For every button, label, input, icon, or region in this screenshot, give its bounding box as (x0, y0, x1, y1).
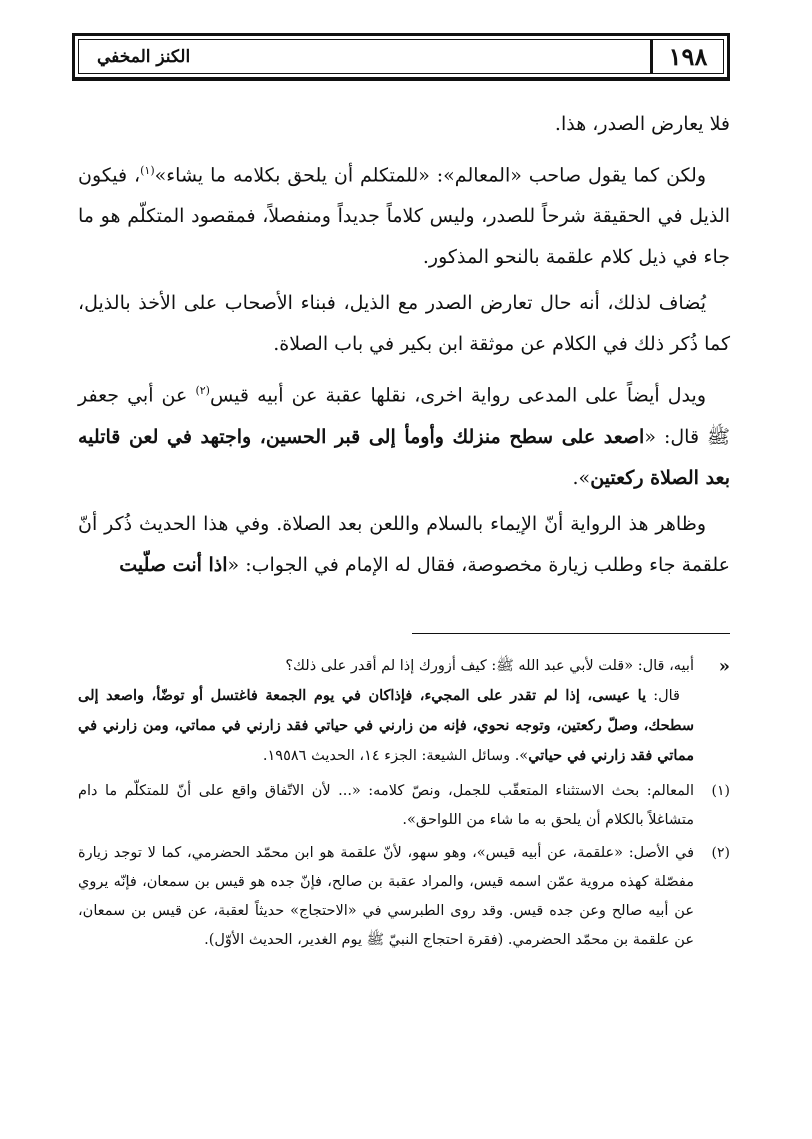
footnote-hadith: يا عيسى، إذا لم تقدر على المجيء، فإذاكان في يوم الجمعة فاغتسل أو توضّأ، واصعد إلى سطحك، وصلّ ركعتين، وتوجه نحوي، فإنه من زارني في حياتي فقد زارني في مماتي، ومن زارني في مماتي فقد زارني في حياتي (78, 687, 694, 764)
paragraph-2: ولكن كما يقول صاحب «المعالم»: «للمتكلم أن يلحق بكلامه ما يشاء»$^{(١)}$، فيكون الذيل في الحقيقة شرحاً للصدر، وليس كلاماً جديداً ومنفصلاً، فمقصود المتكلّم هو ما جاء في ذيل كلام علقمة بالنحو المذكور. (78, 164, 730, 269)
footnote-1-marker: (١) (711, 783, 730, 799)
hadith-quote-start: اذا أنت صلّيت (119, 553, 228, 576)
footnote-ref-2[interactable]: (٢) (195, 384, 210, 398)
footnote-continuation: « أبيه، قال: «قلت لأبي عبد الله ﷺ: كيف أزورك إذا لم أقدر على ذلك؟ قال: يا عيسى، إذا لم تقدر على المجيء، فإذاكان في يوم الجمعة فاغتسل أو توضّأ، واصعد إلى سطحك، وصلّ ركعتين، وتوجه نحوي، فإنه من زارني في حياتي فقد زارني في مماتي، ومن زارني في مماتي فقد زارني في حياتي». وسائل الشيعة: الجزء ١٤، الحديث ١٩٥٨٦. (78, 652, 730, 771)
header-inner-frame (78, 39, 724, 74)
hadith-quote: اصعد على سطح منزلك وأومأ إلى قبر الحسين، واجتهد في لعن قاتليه بعد الصلاة ركعتين (78, 425, 730, 489)
footnotes (78, 652, 730, 955)
page-number: ١٩٨ (650, 40, 723, 73)
main-text (78, 104, 730, 586)
footnote-separator (412, 633, 730, 634)
footnote-ref-1[interactable]: (١) (140, 164, 155, 177)
running-title: الكنز المخفي (97, 47, 191, 67)
footnote-2-marker: (٢) (711, 845, 730, 861)
page-header (72, 33, 730, 81)
continuation-marker: « (718, 656, 730, 677)
footnote-2 (78, 839, 730, 955)
paragraph-4: ويدل أيضاً على المدعى رواية اخرى، نقلها عقبة عن أبيه قيس$^{(٢)}$ عن أبي جعفر ﷺ قال: «اصعد على سطح منزلك وأومأ إلى قبر الحسين، واجتهد في لعن قاتليه بعد الصلاة ركعتين». (78, 384, 731, 489)
footnote-2-text: في الأصل: «علقمة، عن أبيه قيس»، وهو سهو، لأنّ علقمة هو ابن محمّد الحضرمي، كما لا توجد زيارة مفصّلة كهذه مروية عمّن اسمه قيس، والمراد عقبة بن صالح، فإنّ جده هو قيس بن سمعان، فإنّه يروي عن أبيه صالح وعن جده قيس. وقد روى الطبرسي في «الاحتجاج» حديثاً لعقبة، عن قيس بن سمعان، عن علقمة بن محمّد الحضرمي. (فقرة احتجاج النبيّ ﷺ يوم الغدير، الحديث الأوّل). (78, 845, 694, 948)
footnote-1 (78, 777, 730, 835)
footnote-1-text: المعالم: بحث الاستثناء المتعقّب للجمل، ونصّ كلامه: «... لأن الاتّفاق واقع على أنّ للمتكلّم ما دام متشاغلاً بالكلام أن يلحق به ما شاء من اللواحق». (78, 783, 694, 828)
paragraph-3: يُضاف لذلك، أنه حال تعارض الصدر مع الذيل، فبناء الأصحاب على الأخذ بالذيل، كما ذُكر ذلك في الكلام عن موثقة ابن بكير في باب الصلاة. (78, 292, 730, 356)
paragraph-1: فلا يعارض الصدر، هذا. (554, 113, 730, 135)
paragraph-5: وظاهر هذ الرواية أنّ الإيماء بالسلام واللعن بعد الصلاة. وفي هذا الحديث ذُكر أنّ علقمة جاء وطلب زيارة مخصوصة، فقال له الإمام في الجواب: «اذا أنت صلّيت (78, 512, 730, 576)
